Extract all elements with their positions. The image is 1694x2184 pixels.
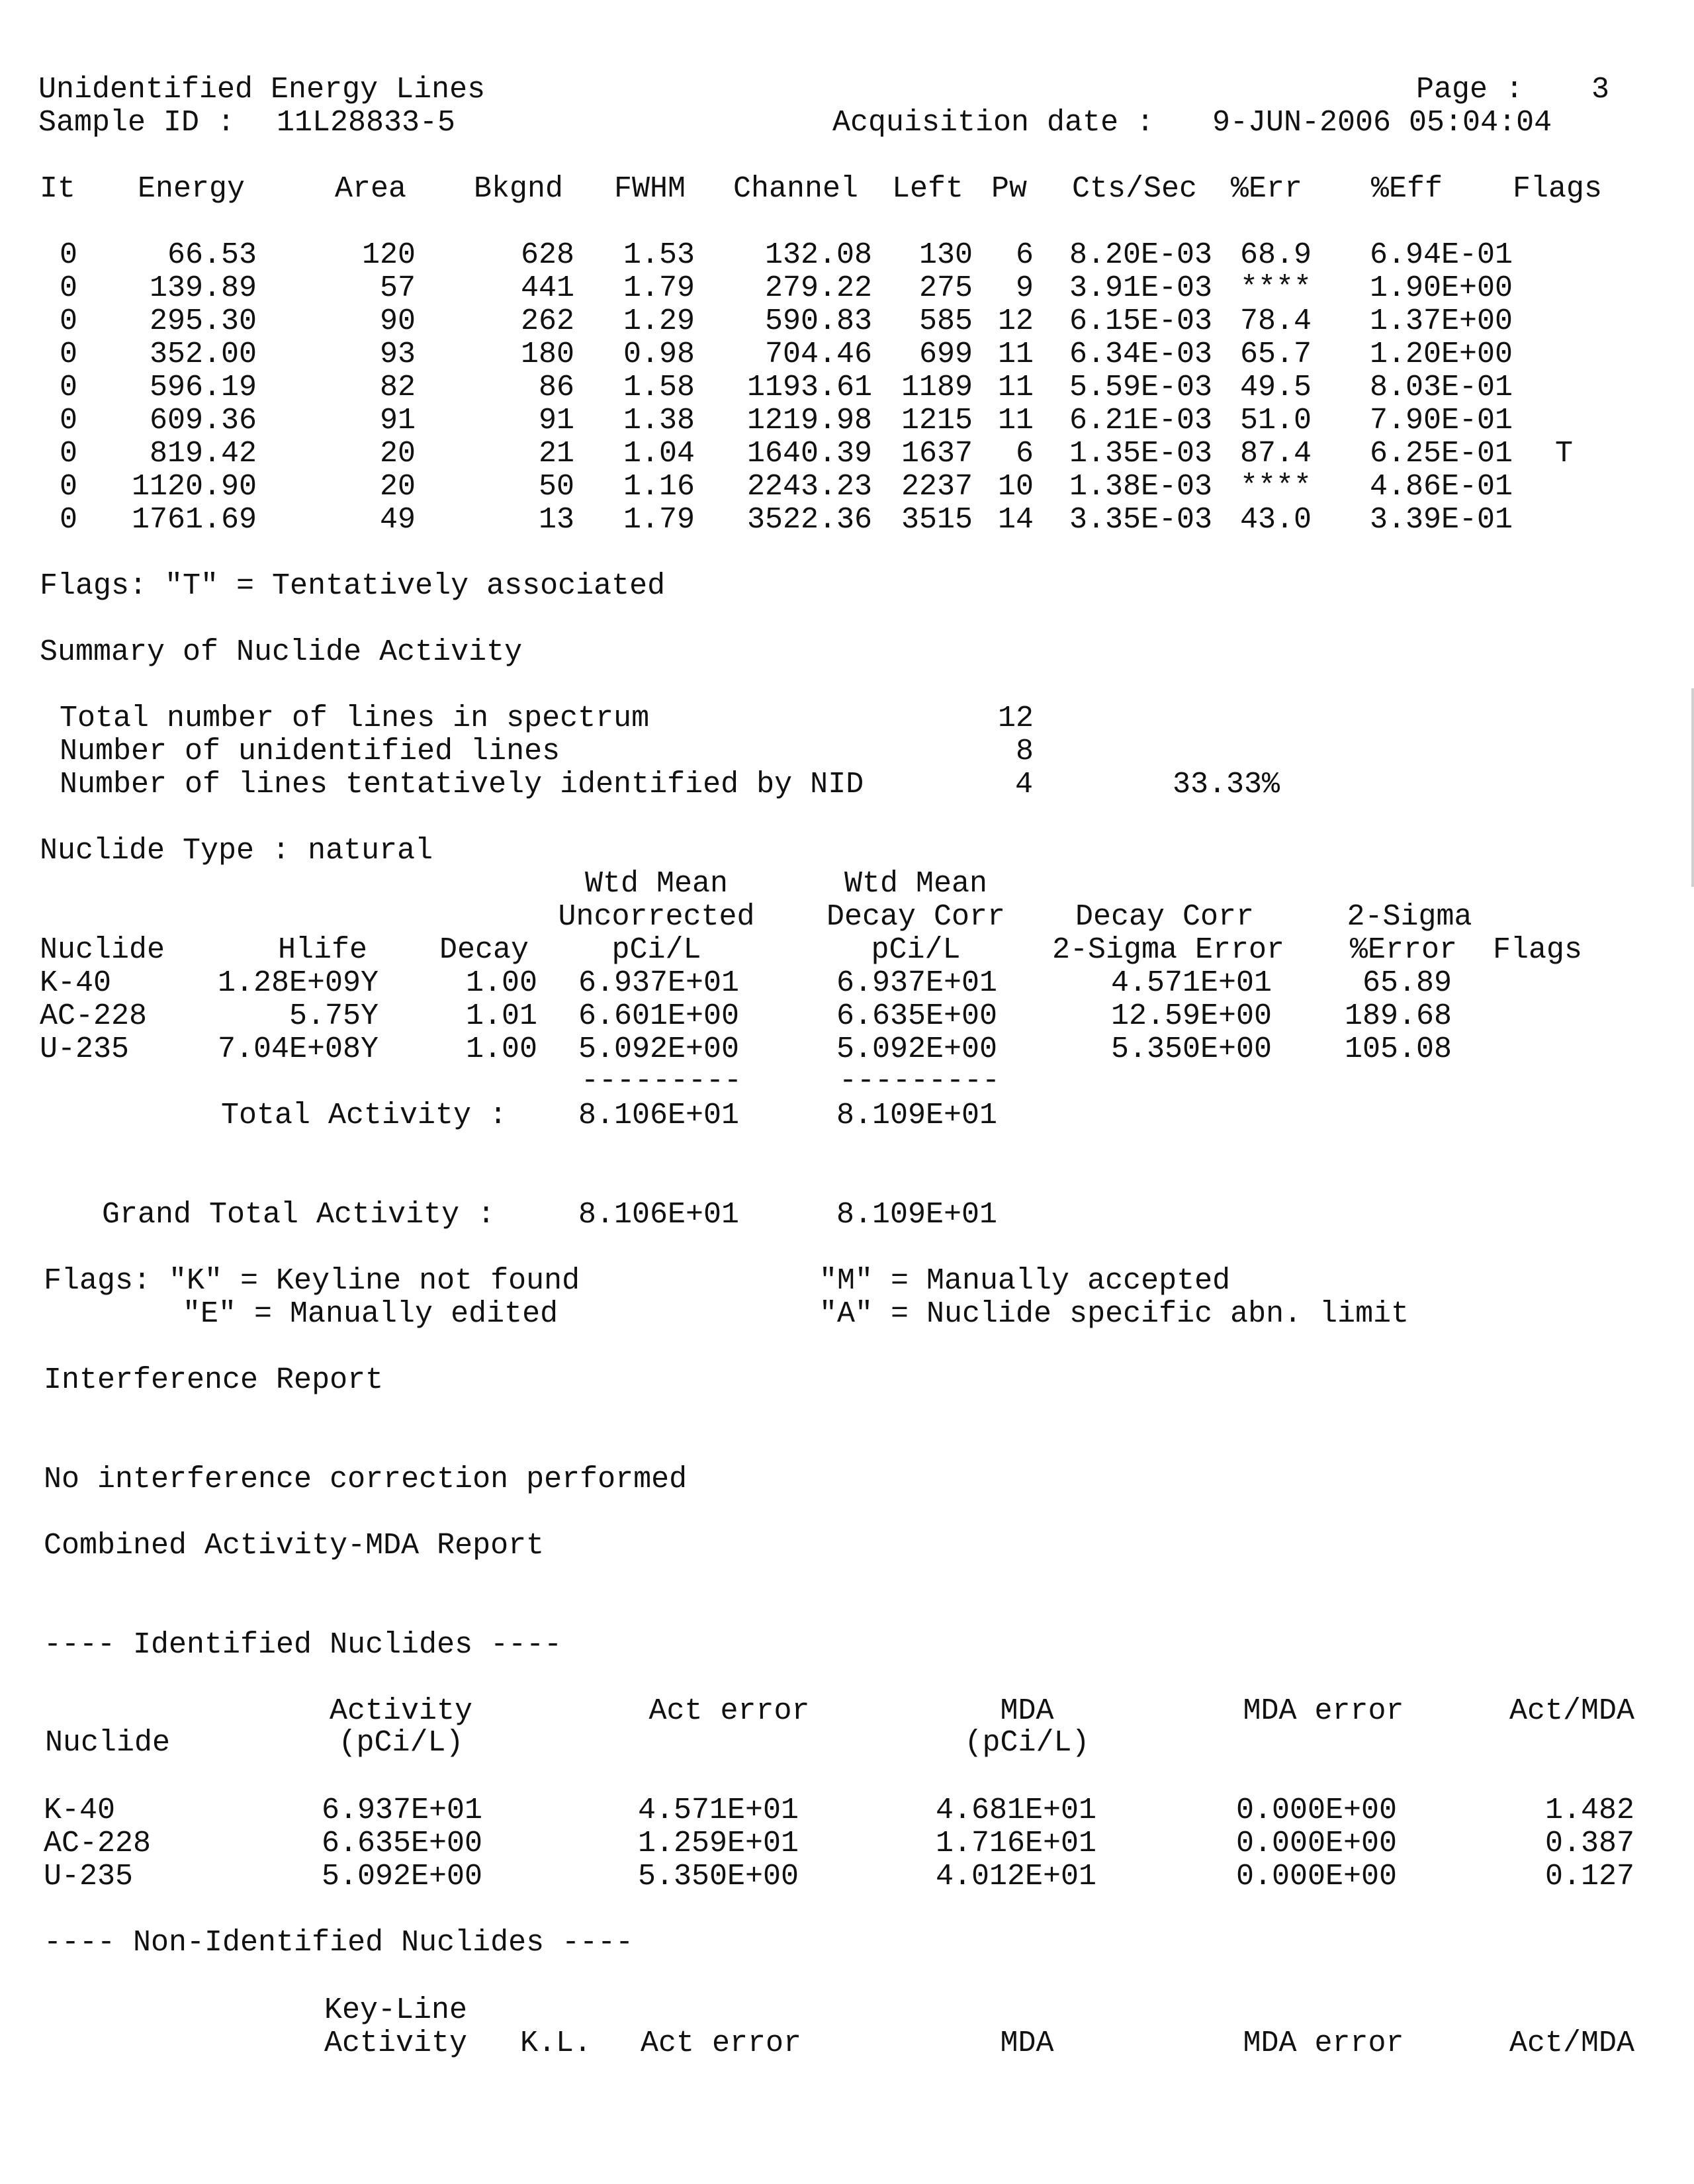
flags-note: Flags: "T" = Tentatively associated: [40, 569, 666, 603]
header-ni-mda: MDA: [1000, 2026, 1054, 2060]
non-identified-header-1: [0, 1992, 1694, 2029]
col-header-it: It: [40, 172, 76, 206]
col-header-area: Area: [335, 172, 407, 206]
cell-left: 585: [918, 304, 973, 338]
sample-id: 11L28833-5: [277, 106, 456, 140]
header-hlife: Hlife: [278, 933, 368, 967]
cell-mda-error: 0.000E+00: [1236, 1827, 1398, 1860]
cell-channel: 704.46: [764, 338, 872, 371]
table-row: [0, 502, 1694, 539]
flag-a-legend: "A" = Nuclide specific abn. limit: [819, 1297, 1409, 1331]
cell-nuclide: K-40: [40, 966, 112, 1000]
cell-it: 0: [60, 437, 78, 471]
combined-header-2: [0, 1725, 1694, 1762]
col-header-flags: Flags: [1513, 172, 1603, 206]
cell-cts-sec: 3.35E-03: [1069, 503, 1212, 537]
cell-activity: 6.635E+00: [322, 1827, 483, 1860]
cell-bkgnd: 441: [520, 271, 574, 305]
cell-fwhm: 1.79: [623, 503, 695, 537]
cell-act-mda: 0.127: [1544, 1860, 1634, 1893]
header-nuclide-combined: Nuclide: [45, 1726, 171, 1760]
cell-bkgnd: 21: [538, 437, 574, 471]
cell-it: 0: [60, 404, 78, 437]
col-header-err: %Err: [1231, 172, 1303, 206]
cell-bkgnd: 628: [520, 238, 574, 272]
interference-title: Interference Report: [44, 1363, 384, 1397]
cell-activity: 5.092E+00: [322, 1860, 483, 1893]
summary-tentative-label: Number of lines tentatively identified by NID: [60, 768, 864, 801]
cell-cts-sec: 6.21E-03: [1069, 404, 1212, 437]
cell-err: 68.9: [1239, 238, 1312, 272]
cell-decay-corr: 5.092E+00: [836, 1032, 998, 1066]
cell-channel: 1193.61: [746, 371, 872, 404]
cell-it: 0: [60, 271, 78, 305]
cell-pw: 11: [997, 371, 1034, 404]
cell-it: 0: [60, 503, 78, 537]
cell-pw: 11: [997, 404, 1034, 437]
cell-nuclide: K-40: [44, 1794, 116, 1827]
flag-e-legend: "E" = Manually edited: [183, 1297, 558, 1331]
total-activity-decay-corr: 8.109E+01: [836, 1099, 998, 1132]
header-ni-activity: Activity: [324, 2026, 468, 2060]
cell-area: 20: [379, 437, 416, 471]
table-row: [0, 1825, 1694, 1862]
cell-channel: 279.22: [764, 271, 872, 305]
cell-left: 699: [918, 338, 973, 371]
cell-area: 57: [379, 271, 416, 305]
cell-hlife: 1.28E+09Y: [217, 966, 379, 1000]
header-uncorrected: Uncorrected: [558, 900, 755, 934]
header-2-sigma-error: 2-Sigma Error: [1052, 933, 1285, 967]
summary-unidentified-value: 8: [1015, 735, 1034, 768]
header-pct-error: %Error: [1350, 933, 1458, 967]
header-mda-unit: (pCi/L): [964, 1726, 1090, 1760]
cell-energy: 66.53: [167, 238, 257, 272]
cell-eff: 8.03E-01: [1369, 371, 1513, 404]
header-row-1: [0, 71, 1694, 109]
sample-id-label: Sample ID :: [38, 106, 236, 140]
cell-pw: 9: [1015, 271, 1034, 305]
cell-pw: 6: [1015, 238, 1034, 272]
cell-uncorrected: 6.601E+00: [578, 999, 740, 1033]
cell-channel: 1640.39: [746, 437, 872, 471]
cell-left: 275: [918, 271, 973, 305]
header-key-line: Key-Line: [324, 1993, 468, 2027]
cell-pw: 12: [997, 304, 1034, 338]
cell-act-mda: 0.387: [1544, 1827, 1634, 1860]
cell-err: 78.4: [1239, 304, 1312, 338]
col-header-left: Left: [892, 172, 964, 206]
cell-eff: 1.90E+00: [1369, 271, 1513, 305]
cell-fwhm: 0.98: [623, 338, 695, 371]
page-number: 3: [1591, 73, 1609, 107]
cell-hlife: 7.04E+08Y: [217, 1032, 379, 1066]
cell-it: 0: [60, 238, 78, 272]
table-row: [0, 270, 1694, 307]
cell-left: 2237: [901, 470, 973, 504]
cell-nuclide: U-235: [40, 1032, 130, 1066]
cell-area: 90: [379, 304, 416, 338]
cell-mda-error: 0.000E+00: [1236, 1794, 1398, 1827]
combined-title: Combined Activity-MDA Report: [44, 1529, 545, 1563]
header-pci-l-uncorrected: pCi/L: [611, 933, 701, 967]
cell-energy: 819.42: [149, 437, 257, 471]
cell-sigma-error: 12.59E+00: [1110, 999, 1272, 1033]
cell-fwhm: 1.58: [623, 371, 695, 404]
cell-area: 20: [379, 470, 416, 504]
cell-pct-error: 65.89: [1362, 966, 1452, 1000]
cell-err: 87.4: [1239, 437, 1312, 471]
cell-energy: 1761.69: [131, 503, 257, 537]
cell-energy: 295.30: [149, 304, 257, 338]
cell-err: 43.0: [1239, 503, 1312, 537]
cell-it: 0: [60, 371, 78, 404]
cell-eff: 1.37E+00: [1369, 304, 1513, 338]
nuclide-header-3: [0, 932, 1694, 969]
cell-sigma-error: 5.350E+00: [1110, 1032, 1272, 1066]
cell-area: 82: [379, 371, 416, 404]
total-activity-uncorrected: 8.106E+01: [578, 1099, 740, 1132]
non-identified-nuclides-title: ---- Non-Identified Nuclides ----: [44, 1926, 634, 1960]
cell-channel: 590.83: [764, 304, 872, 338]
total-activity-label: Total Activity :: [221, 1099, 508, 1132]
flags-legend-row-2: [0, 1296, 1694, 1333]
grand-total-decay-corr: 8.109E+01: [836, 1198, 998, 1232]
page-label: Page :: [1416, 73, 1524, 107]
combined-title-row: [0, 1527, 1694, 1565]
col-header-fwhm: FWHM: [614, 172, 686, 206]
cell-act-error: 4.571E+01: [638, 1794, 799, 1827]
cell-bkgnd: 91: [538, 404, 574, 437]
cell-bkgnd: 13: [538, 503, 574, 537]
cell-left: 130: [918, 238, 973, 272]
header-ni-act-mda: Act/MDA: [1509, 2026, 1634, 2060]
header-decay-corr-2: Decay Corr: [1075, 900, 1255, 934]
header-act-mda: Act/MDA: [1509, 1694, 1634, 1728]
cell-energy: 352.00: [149, 338, 257, 371]
cell-area: 49: [379, 503, 416, 537]
cell-it: 0: [60, 338, 78, 371]
cell-pw: 6: [1015, 437, 1034, 471]
cell-area: 91: [379, 404, 416, 437]
cell-eff: 4.86E-01: [1369, 470, 1513, 504]
dashes-uncorrected: ---------: [581, 1064, 742, 1098]
cell-uncorrected: 5.092E+00: [578, 1032, 740, 1066]
cell-err: 51.0: [1239, 404, 1312, 437]
grand-total-row: [0, 1197, 1694, 1234]
report-title: Unidentified Energy Lines: [38, 73, 486, 107]
acquisition-date: 9-JUN-2006 05:04:04: [1212, 106, 1552, 140]
col-header-bkgnd: Bkgnd: [474, 172, 564, 206]
cell-activity: 6.937E+01: [322, 1794, 483, 1827]
cell-left: 1189: [901, 371, 973, 404]
cell-decay-corr: 6.937E+01: [836, 966, 998, 1000]
cell-cts-sec: 6.34E-03: [1069, 338, 1212, 371]
table-row: [0, 435, 1694, 473]
cell-act-error: 5.350E+00: [638, 1860, 799, 1893]
col-header-cts-sec: Cts/Sec: [1072, 172, 1198, 206]
summary-total-row: [0, 700, 1694, 737]
summary-title: Summary of Nuclide Activity: [40, 635, 523, 669]
cell-pw: 14: [997, 503, 1034, 537]
cell-it: 0: [60, 304, 78, 338]
cell-cts-sec: 5.59E-03: [1069, 371, 1212, 404]
dashes-decay-corr: ---------: [839, 1064, 1001, 1098]
non-identified-header-2: [0, 2025, 1694, 2062]
cell-fwhm: 1.04: [623, 437, 695, 471]
cell-area: 120: [361, 238, 416, 272]
summary-total-value: 12: [997, 702, 1034, 735]
cell-channel: 132.08: [764, 238, 872, 272]
non-identified-title-row: [0, 1925, 1694, 1962]
cell-bkgnd: 50: [538, 470, 574, 504]
cell-decay: 1.00: [465, 1032, 537, 1066]
dash-row: [0, 1063, 1694, 1100]
cell-nuclide: AC-228: [44, 1827, 152, 1860]
table-row: [0, 369, 1694, 406]
col-header-pw: Pw: [991, 172, 1028, 206]
col-header-energy: Energy: [138, 172, 245, 206]
table-row: [0, 336, 1694, 373]
summary-total-label: Total number of lines in spectrum: [60, 702, 650, 735]
cell-decay-corr: 6.635E+00: [836, 999, 998, 1033]
header-row-2: [0, 105, 1694, 142]
summary-tentative-percent: 33.33%: [1173, 768, 1280, 801]
cell-err: 65.7: [1239, 338, 1312, 371]
cell-bkgnd: 262: [520, 304, 574, 338]
cell-nuclide: AC-228: [40, 999, 148, 1033]
flags-legend-row-1: [0, 1263, 1694, 1300]
cell-fwhm: 1.79: [623, 271, 695, 305]
header-ni-act-error: Act error: [641, 2026, 802, 2060]
cell-eff: 7.90E-01: [1369, 404, 1513, 437]
header-mda-error: MDA error: [1243, 1694, 1404, 1728]
interference-text: No interference correction performed: [44, 1463, 688, 1496]
cell-left: 1215: [901, 404, 973, 437]
cell-left: 1637: [901, 437, 973, 471]
cell-mda: 4.012E+01: [936, 1860, 1097, 1893]
identified-title-row: [0, 1627, 1694, 1664]
header-wtd-mean-decay: Wtd Mean: [844, 867, 988, 901]
header-activity-unit: (pCi/L): [338, 1726, 464, 1760]
col-header-channel: Channel: [733, 172, 859, 206]
cell-act-mda: 1.482: [1544, 1794, 1634, 1827]
cell-err: ****: [1239, 271, 1312, 305]
cell-decay: 1.01: [465, 999, 537, 1033]
cell-channel: 3522.36: [746, 503, 872, 537]
nuclide-type: Nuclide Type : natural: [40, 834, 433, 868]
scan-edge-mark: [1691, 688, 1694, 887]
cell-pw: 11: [997, 338, 1034, 371]
flag-m-legend: "M" = Manually accepted: [819, 1264, 1231, 1298]
cell-energy: 596.19: [149, 371, 257, 404]
header-activity: Activity: [329, 1694, 473, 1728]
cell-err: ****: [1239, 470, 1312, 504]
cell-mda: 1.716E+01: [936, 1827, 1097, 1860]
cell-channel: 2243.23: [746, 470, 872, 504]
table-row: [0, 1858, 1694, 1895]
identified-nuclides-title: ---- Identified Nuclides ----: [44, 1628, 562, 1662]
grand-total-uncorrected: 8.106E+01: [578, 1198, 740, 1232]
cell-decay: 1.00: [465, 966, 537, 1000]
cell-err: 49.5: [1239, 371, 1312, 404]
cell-fwhm: 1.16: [623, 470, 695, 504]
cell-pct-error: 189.68: [1344, 999, 1452, 1033]
table-row: [0, 965, 1694, 1002]
cell-left: 3515: [901, 503, 973, 537]
header-decay-corr: Decay Corr: [826, 900, 1006, 934]
table-row: [0, 303, 1694, 340]
cell-fwhm: 1.38: [623, 404, 695, 437]
header-decay: Decay: [439, 933, 529, 967]
header-act-error: Act error: [648, 1694, 810, 1728]
cell-act-error: 1.259E+01: [638, 1827, 799, 1860]
header-nuclide: Nuclide: [40, 933, 165, 967]
cell-energy: 1120.90: [131, 470, 257, 504]
cell-flags: T: [1555, 437, 1574, 471]
table-row: [0, 1792, 1694, 1829]
cell-hlife: 5.75Y: [289, 999, 379, 1033]
cell-cts-sec: 6.15E-03: [1069, 304, 1212, 338]
total-activity-row: [0, 1097, 1694, 1134]
nuclide-header-1: [0, 866, 1694, 903]
header-pci-l-decay: pCi/L: [871, 933, 961, 967]
cell-bkgnd: 86: [538, 371, 574, 404]
table-row: [0, 469, 1694, 506]
cell-eff: 6.25E-01: [1369, 437, 1513, 471]
cell-energy: 139.89: [149, 271, 257, 305]
cell-cts-sec: 8.20E-03: [1069, 238, 1212, 272]
cell-it: 0: [60, 470, 78, 504]
cell-eff: 1.20E+00: [1369, 338, 1513, 371]
summary-title-row: [0, 634, 1694, 671]
summary-unidentified-row: [0, 733, 1694, 770]
header-mda: MDA: [1000, 1694, 1054, 1728]
interference-text-row: [0, 1461, 1694, 1498]
cell-pw: 10: [997, 470, 1034, 504]
summary-tentative-row: [0, 766, 1694, 803]
header-flags: Flags: [1493, 933, 1583, 967]
cell-cts-sec: 1.35E-03: [1069, 437, 1212, 471]
header-ni-mda-error: MDA error: [1243, 2026, 1404, 2060]
cell-fwhm: 1.53: [623, 238, 695, 272]
summary-tentative-value: 4: [1015, 768, 1034, 801]
cell-bkgnd: 180: [520, 338, 574, 371]
flags-note-row: [0, 568, 1694, 605]
header-2-sigma: 2-Sigma: [1347, 900, 1472, 934]
col-header-eff: %Eff: [1371, 172, 1443, 206]
lines-table-header: [0, 171, 1694, 208]
cell-nuclide: U-235: [44, 1860, 134, 1893]
table-row: [0, 402, 1694, 439]
cell-cts-sec: 1.38E-03: [1069, 470, 1212, 504]
grand-total-label: Grand Total Activity :: [102, 1198, 496, 1232]
cell-channel: 1219.98: [746, 404, 872, 437]
flag-k-legend: Flags: "K" = Keyline not found: [44, 1264, 580, 1298]
table-row: [0, 237, 1694, 274]
summary-unidentified-label: Number of unidentified lines: [60, 735, 560, 768]
header-wtd-mean-uncorrected: Wtd Mean: [584, 867, 729, 901]
cell-eff: 3.39E-01: [1369, 503, 1513, 537]
cell-sigma-error: 4.571E+01: [1110, 966, 1272, 1000]
interference-title-row: [0, 1362, 1694, 1399]
cell-cts-sec: 3.91E-03: [1069, 271, 1212, 305]
cell-fwhm: 1.29: [623, 304, 695, 338]
cell-energy: 609.36: [149, 404, 257, 437]
table-row: [0, 998, 1694, 1035]
cell-pct-error: 105.08: [1344, 1032, 1452, 1066]
nuclide-header-2: [0, 899, 1694, 936]
cell-mda: 4.681E+01: [936, 1794, 1097, 1827]
header-ni-kl: K.L.: [520, 2026, 592, 2060]
cell-mda-error: 0.000E+00: [1236, 1860, 1398, 1893]
nuclide-type-row: [0, 833, 1694, 870]
cell-uncorrected: 6.937E+01: [578, 966, 740, 1000]
cell-eff: 6.94E-01: [1369, 238, 1513, 272]
cell-area: 93: [379, 338, 416, 371]
acquisition-label: Acquisition date :: [832, 106, 1155, 140]
